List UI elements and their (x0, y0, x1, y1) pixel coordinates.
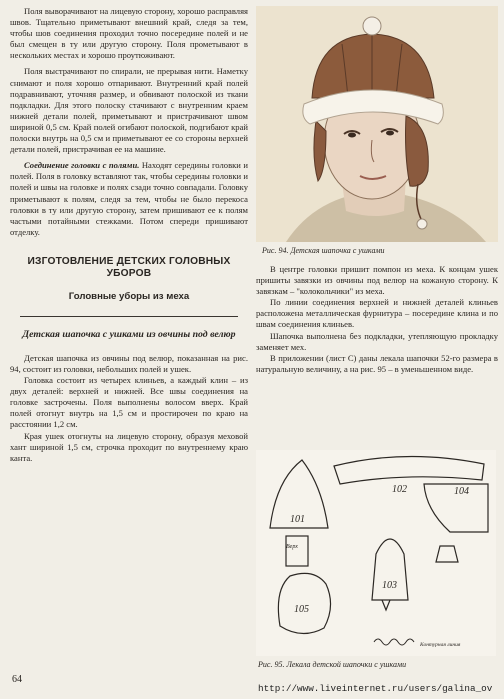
paragraph-text: Находят середины головки и полей. Поля в головку вставляют так, чтобы середины головки и полей и швы на головке и полях сзади точно совпадали. Головку приметывают к полям, следя за тем, чтобы не было перекоса головки в ту или другую сторону, затем пришивают ее к полям частыми потайными стежками. Потом спереди пришивают отделку. (10, 160, 248, 237)
paragraph: Головка состоит из четырех клиньев, а каждый клин – из двух деталей: верхней и нижней. Все швы соединения на головке застрочены. Поля выполнены волосом вверх. Край полей отогнут внутрь на 1,5 см и простирочен по краю на расстоянии 1,2 см. (10, 375, 248, 430)
footer-url: http://www.liveinternet.ru/users/galina_ov (258, 683, 493, 694)
label-102: 102 (392, 484, 407, 495)
item-heading: Детская шапочка с ушками из овчины под велюр (22, 328, 236, 340)
divider (20, 316, 238, 317)
paragraph: Детская шапочка из овчины под велюр, показанная на рис. 94, состоит из головки, небольших полей и ушек. (10, 352, 248, 374)
subsection-heading: Головные уборы из меха (68, 290, 190, 302)
label-verh: Верх (286, 544, 298, 550)
left-column (10, 6, 248, 464)
paragraph (10, 160, 248, 238)
contour-line (374, 639, 414, 645)
page-number: 64 (12, 674, 22, 685)
paragraph: Шапочка выполнена без подкладки, утепляющую прокладку заменяет мех. (256, 330, 498, 352)
label-kontur: Контурная линия (420, 642, 461, 648)
paragraph: Поля выворачивают на лицевую сторону, хорошо расправляя швов. Тщательно приметывают внешний край, следя за тем, чтобы шов соединения проходил точно посередине полей и не был смещен в ту или другую сторону. Поля прометывают в нескольких местах и хорошо проутюживают. (10, 6, 248, 61)
paragraph: Края ушек отогнуты на лицевую сторону, образуя меховой хант шириной 1,5 см, строчка проходит по внутреннему краю канта. (10, 430, 248, 463)
figure-95-pattern-diagram (256, 450, 496, 656)
paragraph: Поля выстрачивают по спирали, не прерывая нити. Наметку снимают и поля хорошо отпаривают. Внутренний край полей подравнивают, уточняя размер, и обвивают полоской из ткани подкладки. Для этого полоску стачивают с внутренним краем нижней детали полей, приметывают и пристрачивают швом шириной 0,5 см. Край полей огибают полоской, подгибают край полоски внутрь на 0,5 см и приметывают ее со стороны верхней детали полей, пристрачивая ее на машине. (10, 66, 248, 155)
child-hat-illustration (256, 6, 498, 242)
pattern-piece-small (436, 546, 458, 562)
pattern-shapes (256, 450, 496, 656)
figure-94-caption: Рис. 94. Детская шапочка с ушками (262, 246, 385, 255)
paragraph: По линии соединения верхней и нижней деталей клиньев расположена металлическая фурнитура – посередине клина и по швам соединения клиньев. (256, 297, 498, 330)
figure-95-caption: Рис. 95. Лекала детской шапочки с ушками (258, 660, 407, 669)
label-104: 104 (454, 486, 469, 497)
pattern-piece-verh (286, 536, 308, 566)
right-column (256, 6, 498, 375)
label-105: 105 (294, 604, 309, 615)
label-101: 101 (290, 514, 305, 525)
figure-94-photo (256, 6, 498, 242)
section-heading: ИЗГОТОВЛЕНИЕ ДЕТСКИХ ГОЛОВНЫХ УБОРОВ (27, 255, 231, 280)
label-103: 103 (382, 580, 397, 591)
inline-heading: Соединение головки с полями. (24, 160, 140, 171)
paragraph: В центре головки пришит помпон из меха. К концам ушек пришиты завязки из овчины под велюр на кожаную сторону. К завязкам – "колокольчики" из меха. (256, 264, 498, 297)
paragraph: В приложении (лист С) даны лекала шапочки 52-го размера в натуральную величину, а на рис. 95 – в уменьшенном виде. (256, 352, 498, 374)
pattern-piece-102 (334, 456, 484, 484)
